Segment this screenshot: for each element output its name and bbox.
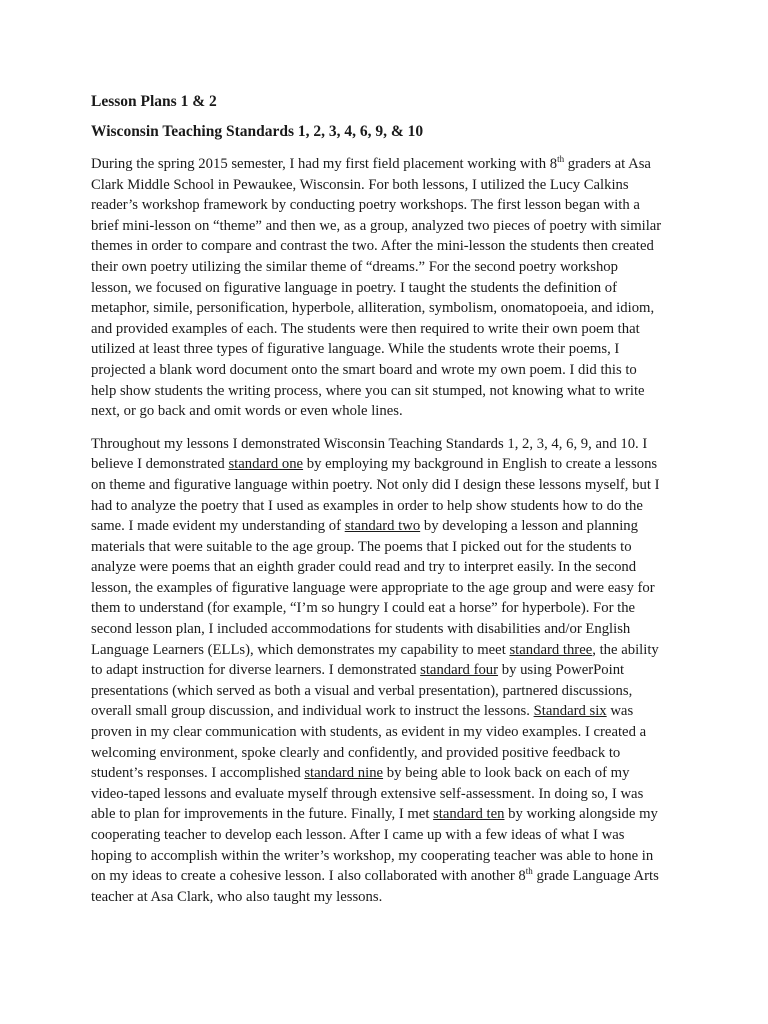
underlined-term: standard four xyxy=(420,662,499,679)
underlined-term: Standard six xyxy=(533,703,607,720)
text-line: brief mini-lesson on “theme” and then we, as a group, analyzed two pieces of poetry with similar xyxy=(91,217,662,234)
text-line: and provided examples of each. The students were then required to write their own poem that xyxy=(91,320,640,337)
text-line: believe I demonstrated standard one by employing my background in English to create a lessons xyxy=(91,456,658,473)
underlined-term: standard ten xyxy=(433,806,505,823)
paragraph-placement xyxy=(91,154,680,422)
text-line: projected a blank word document onto the smart board and wrote my own poem. I did this to xyxy=(91,361,637,378)
text-line: utilized at least three types of figurative language. While the students wrote their poems, I xyxy=(91,341,620,358)
text-line: lesson, we focused on figurative language in poetry. I taught the students the definition of xyxy=(91,279,618,296)
text-line: During the spring 2015 semester, I had my first field placement working with 8th graders at Asa xyxy=(91,154,651,172)
text-line: overall small group discussion, and individual work to instruct the lessons. Standard six was xyxy=(91,703,634,720)
underlined-term: standard nine xyxy=(304,765,384,782)
text-line: on my ideas to create a cohesive lesson. I also collaborated with another 8th grade Language Arts xyxy=(91,866,659,885)
text-line: to adapt instruction for diverse learners. I demonstrated standard four by using PowerPoint xyxy=(91,662,625,679)
text-line: metaphor, simile, personification, hyperbole, alliteration, symbolism, onomatopoeia, and idiom, xyxy=(91,300,655,317)
ordinal-superscript: th xyxy=(525,866,533,877)
text-line: them to understand (for example, “I’m so hungry I could eat a horse” for hyperbole). For the xyxy=(91,600,636,617)
text-line: second lesson plan, I included accommodations for students with disabilities and/or English xyxy=(91,621,631,638)
document-title: Lesson Plans 1 & 2 xyxy=(91,93,217,110)
underlined-term: standard two xyxy=(344,518,421,535)
underlined-term: standard three xyxy=(509,641,593,658)
ordinal-superscript: th xyxy=(557,154,565,165)
text-line: student’s responses. I accomplished standard nine by being able to look back on each of my xyxy=(91,765,630,782)
underlined-term: standard one xyxy=(228,456,304,473)
text-line: video-taped lessons and evaluate myself through extensive self-assessment. In doing so, I was xyxy=(91,785,644,802)
text-line: Clark Middle School in Pewaukee, Wisconsin. For both lessons, I utilized the Lucy Calkins xyxy=(91,176,629,193)
text-line: materials that were suitable to the age group. The poems that I picked out for the students to xyxy=(91,538,632,555)
text-line: hoping to accomplish within the writer’s workshop, my cooperating teacher was able to hone in xyxy=(91,847,654,864)
text-line: proven in my clear communication with students, as evident in my video examples. I created a xyxy=(91,724,647,741)
text-line: had to analyze the poetry that I used as examples in order to help show students how to do the xyxy=(91,497,643,514)
text-line: Language Learners (ELLs), which demonstrates my capability to meet standard three, the ability xyxy=(91,641,659,658)
text-line: next, or go back and omit words or even whole lines. xyxy=(91,403,403,420)
text-line: teacher at Asa Clark, who also taught my lessons. xyxy=(91,888,383,905)
text-line: welcoming environment, spoke clearly and confidently, and provided positive feedback to xyxy=(91,744,621,761)
text-line: analyze were poems that an eighth grader could read and try to interpret easily. In the second xyxy=(91,559,637,576)
text-line: Throughout my lessons I demonstrated Wisconsin Teaching Standards 1, 2, 3, 4, 6, 9, and 10. I xyxy=(91,435,648,452)
text-line: their own poetry utilizing the similar theme of “dreams.” For the second poetry workshop xyxy=(91,258,618,275)
document-subtitle: Wisconsin Teaching Standards 1, 2, 3, 4, 6, 9, & 10 xyxy=(91,123,424,140)
text-line: on theme and figurative language within poetry. Not only did I design these lessons myself, but I xyxy=(91,476,660,493)
text-line: reader’s workshop framework by conducting poetry workshops. The first lesson began with a xyxy=(91,197,640,214)
text-line: themes in order to compare and contrast the two. After the mini-lesson the students then created xyxy=(91,238,654,255)
text-line: able to plan for improvements in the future. Finally, I met standard ten by working alongside my xyxy=(91,806,658,823)
text-line: help show students the writing process, where you can sit stumped, not knowing what to write xyxy=(91,382,645,399)
text-line: same. I made evident my understanding of standard two by developing a lesson and planning xyxy=(91,518,638,535)
text-line: cooperating teacher to develop each lesson. After I came up with a few ideas of what I was xyxy=(91,827,625,843)
text-line: presentations (which served as both a visual and verbal presentation), partnered discussions, xyxy=(91,682,633,699)
paragraph-standards xyxy=(91,434,680,908)
text-line: lesson, the examples of figurative language were appropriate to the age group and were easy for xyxy=(91,579,655,596)
